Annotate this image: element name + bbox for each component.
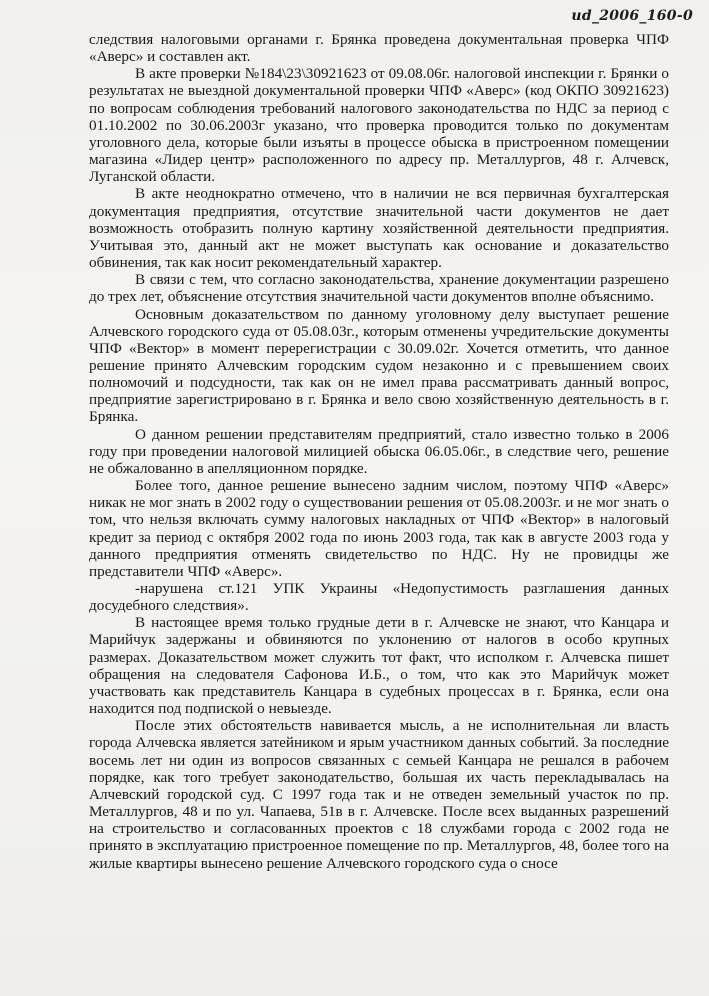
document-id: ud_2006_160-0 xyxy=(571,8,693,24)
paragraph-3: В акте неоднократно отмечено, что в наличии не вся первичная бухгалтерская документация предприятия, отсутствие значительной части документов не дает возможность отобразить полную картину хозяйственной деятельности предприятия. Учитывая это, данный акт не может выступать как основание и доказательство обвинения, так как носит рекомендательный характер. xyxy=(89,185,669,272)
paragraph-10: После этих обстоятельств навивается мысль, а не исполнительная ли власть города Алчевска является затейником и ярым участником данных событий. За последние восемь лет ни один из вопросов связанных с семьей Канцара не решался в рабочем порядке, как того требует законодательство, большая их часть перекладывалась на Алчевский городской суд. С 1997 года так и не отведен земельный участок по пр. Металлургов, 48 и по ул. Чапаева, 51в в г. Алчевске. После всех выданных разрешений на строительство и согласованных проектов с 18 службами города с 2002 года не принято в эксплуатацию пристроенное помещение по пр. Металлургов, 48, более того на жилые квартиры вынесено решение Алчевского городского суда о сносе xyxy=(89,717,669,872)
paragraph-1: следствия налоговыми органами г. Брянка проведена документальная проверка ЧПФ «Аверс» и составлен акт. xyxy=(89,31,669,66)
document-body xyxy=(89,31,669,872)
paragraph-5: Основным доказательством по данному уголовному делу выступает решение Алчевского городского суда от 05.08.03г., которым отменены учредительские документы ЧПФ «Вектор» в момент перерегистрации с 30.09.02г. Хочется отметить, что данное решение принято Алчевским городским судом незаконно и с превышением своих полномочий и подсудности, так как он не имел права рассматривать данный вопрос, предприятие зарегистрировано в г. Брянка и вело свою хозяйственную деятельность в г. Брянка. xyxy=(89,305,669,426)
paragraph-7: Более того, данное решение вынесено задним числом, поэтому ЧПФ «Аверс» никак не мог знать в 2002 году о существовании решения от 05.08.2003г. и не мог знать о том, что нельзя включать сумму налоговых накладных от ЧПФ «Вектор» в налоговый кредит за период с октября 2002 года по июнь 2003 года, так как в августе 2003 года у данного предприятия отменять свидетельство по НДС. Ну не провидцы же представители ЧПФ «Аверс». xyxy=(89,477,669,580)
paragraph-4: В связи с тем, что согласно законодательства, хранение документации разрешено до трех лет, объяснение отсутствия значительной части документов вполне объяснимо. xyxy=(89,271,669,306)
paragraph-8: -нарушена ст.121 УПК Украины «Недопустимость разглашения данных досудебного следствия». xyxy=(89,580,669,615)
paragraph-6: О данном решении представителям предприятий, стало известно только в 2006 году при проведении налоговой милицией обыска 06.05.06г., в следствие чего, решение не обжалованно в апелляционном порядке. xyxy=(89,425,669,477)
paragraph-9: В настоящее время только грудные дети в г. Алчевске не знают, что Канцара и Марийчук задержаны и обвиняются по уклонению от налогов в особо крупных размерах. Доказательством может служить тот факт, что исполком г. Алчевска пишет обращения на следователя Сафонова И.Б., о том, что как это Марийчук может участвовать как представитель Канцара в судебных процессах в г. Брянка, если она находится под подпиской о невыезде. xyxy=(89,614,669,718)
paragraph-2: В акте проверки №184\23\30921623 от 09.08.06г. налоговой инспекции г. Брянки о результатах не выездной документальной проверки ЧПФ «Аверс» (код ОКПО 30921623) по вопросам соблюдения требований налогового законодательства по НДС за период с 01.10.2002 по 30.06.2003г указано, что проверка проводится только по документам уголовного дела, которые были изъяты в процессе обыска в пристроенном помещении магазина «Лидер центр» расположенного по адресу пр. Металлургов, 48 г. Алчевск, Луганской области. xyxy=(89,65,669,186)
